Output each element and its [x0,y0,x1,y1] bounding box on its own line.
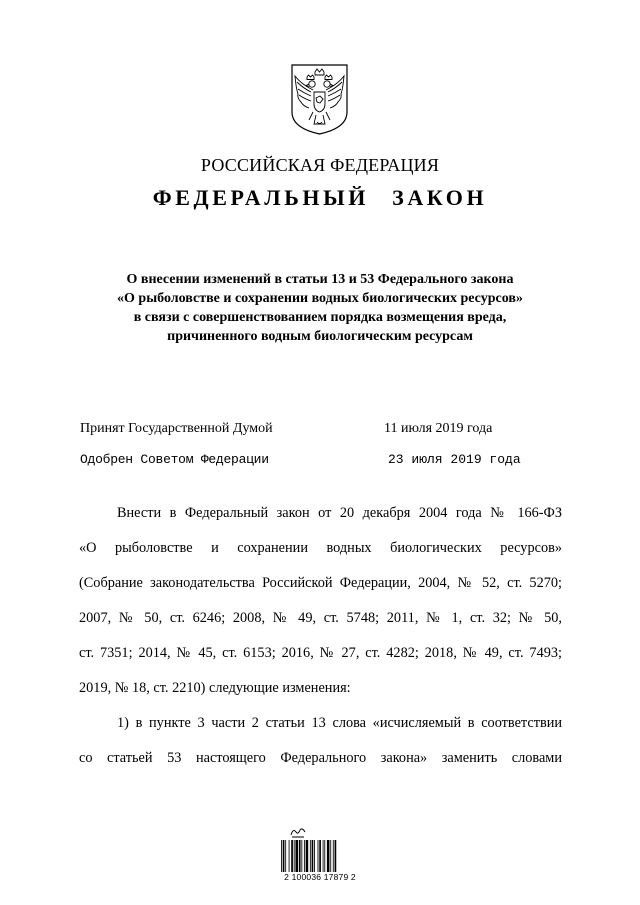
barcode-bar [283,840,285,872]
document-type: ФЕДЕРАЛЬНЫЙ ЗАКОН [152,185,488,210]
body-line: со статьей 53 настоящего Федерального закона» заменить словами [79,750,562,766]
barcode-bar [294,840,295,872]
body-line: 2019, № 18, ст. 2210) следующие изменения: [79,680,351,696]
council-approval-label: Одобрен Советом Федерации [80,452,269,467]
barcode-bar [304,840,305,872]
barcode-bar [333,840,334,872]
barcode-icon [280,840,360,872]
barcode-bar [306,840,309,872]
body-line: 1) в пункте 3 части 2 статьи 13 слова «исчисляемый в соответствии [117,715,562,731]
law-title [60,270,580,346]
barcode-number: 2 100036 17879 2 [284,872,356,882]
barcode-bar [291,840,293,872]
barcode-bar [299,840,301,872]
body-line: Внести в Федеральный закон от 20 декабря 2004 года № 166-ФЗ [117,505,562,521]
law-body [79,496,562,776]
law-title-line: в связи с совершенствованием порядка возмещения вреда, [133,310,507,325]
duma-adoption-date: 11 июля 2019 года [384,421,493,436]
adoption-duma-row [80,421,580,441]
coat-of-arms-icon [289,62,350,136]
adoption-council-row [80,452,580,472]
barcode-bar [330,840,331,872]
barcode-bar [312,840,314,872]
council-approval-date: 23 июля 2019 года [388,452,521,467]
barcode-bar [289,840,290,872]
barcode-bar [301,840,302,872]
body-line: (Собрание законодательства Российской Федерации, 2004, № 52, ст. 5270; [79,575,562,591]
barcode-bar [285,840,286,872]
barcode-bar [335,840,337,872]
duma-adoption-label: Принят Государственной Думой [80,421,273,436]
barcode-bar [323,840,324,872]
barcode-bar [327,840,330,872]
body-paragraph-2 [79,706,562,776]
body-line: «О рыболовстве и сохранении водных биологических ресурсов» [79,540,562,556]
country-name: РОССИЙСКАЯ ФЕДЕРАЦИЯ [200,155,440,175]
barcode-bar [324,840,325,872]
barcode-bar [318,840,319,872]
law-title-line: причиненного водным биологическим ресурсам [167,329,473,344]
barcode-bar [319,840,321,872]
initials-mark-icon [289,826,307,838]
barcode-bar [295,840,298,872]
body-line: 2007, № 50, ст. 6246; 2008, № 49, ст. 5748; 2011, № 1, ст. 32; № 50, [79,610,562,626]
barcode-bar [310,840,311,872]
barcode-bar [314,840,315,872]
barcode-block [280,826,360,886]
law-title-line: «О рыболовстве и сохранении водных биологических ресурсов» [117,291,523,306]
body-line: ст. 7351; 2014, № 45, ст. 6153; 2016, № 27, ст. 4282; 2018, № 49, ст. 7493; [79,645,562,661]
law-title-line: О внесении изменений в статьи 13 и 53 Федерального закона [126,272,514,287]
barcode-bar [281,840,282,872]
body-paragraph-1 [79,496,562,706]
